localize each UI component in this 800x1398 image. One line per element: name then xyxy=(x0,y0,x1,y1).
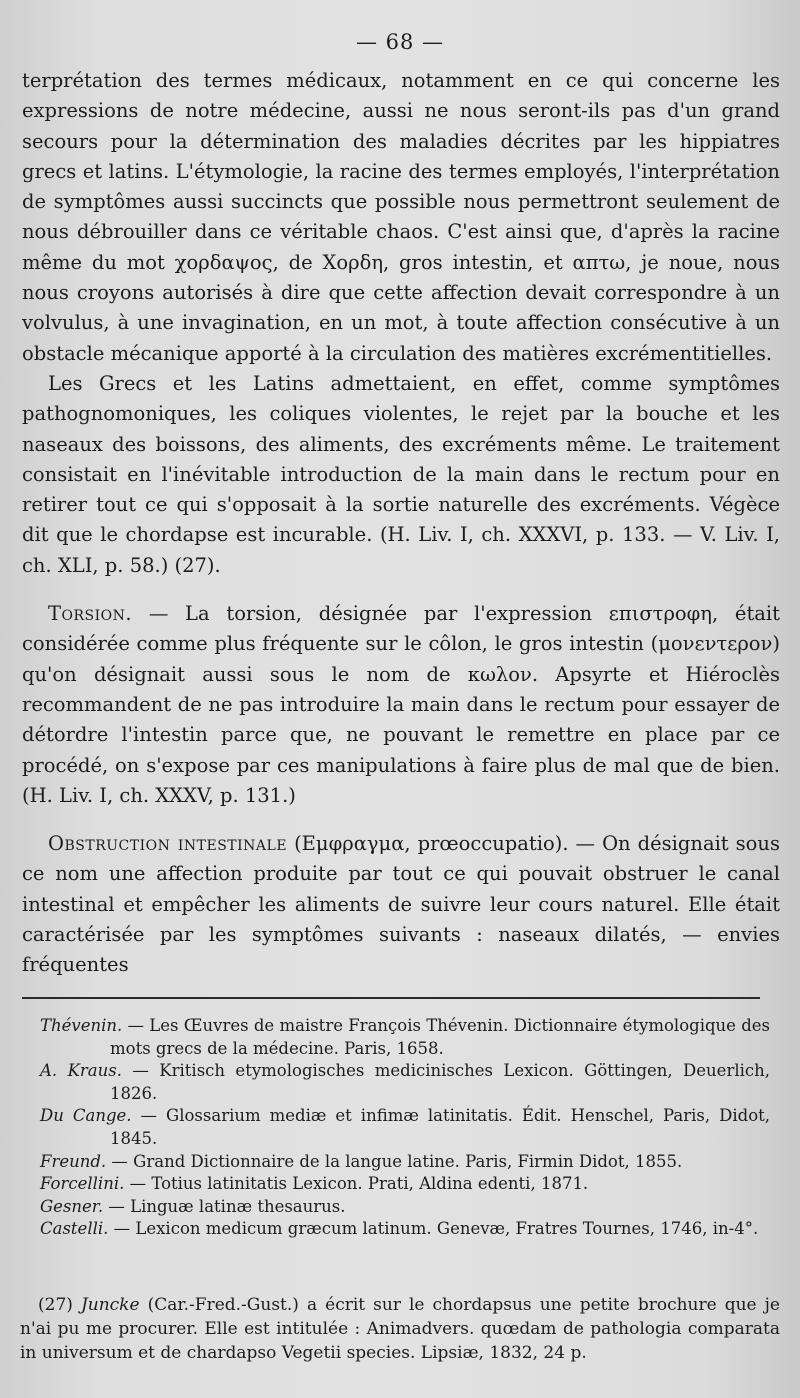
ref-text: — Grand Dictionnaire de la langue latine. Paris, Firmin Didot, 1855. xyxy=(106,1151,683,1171)
footnote-divider xyxy=(22,997,760,999)
obstruction-heading: Obstruction intestinale xyxy=(48,832,288,856)
main-text-block xyxy=(22,66,780,981)
paragraph-etymology: terprétation des termes médicaux, notamment en ce qui concerne les expressions de notre médecine, aussi ne nous seront-ils pas d'un grand secours pour la détermination des maladies décrites par les hippiatres grecs et latins. L'étymologie, la racine des termes employés, l'interprétation de symptômes aussi succincts que possible nous permettront seulement de nous débrouiller dans ce véritable chaos. C'est ainsi que, d'après la racine même du mot χορδαψος, de Χορδη, gros intestin, et απτω, je noue, nous nous croyons autorisés à dire que cette affection devait correspondre à un volvulus, à une invagination, en un mot, à toute affection consécutive à un obstacle mécanique apporté à la circulation des matières excrémentitielles. xyxy=(22,69,780,365)
ref-author: Freund. xyxy=(40,1151,107,1171)
torsion-heading: Torsion. xyxy=(48,602,133,626)
paragraph-torsion xyxy=(22,599,780,811)
page-number: — 68 — xyxy=(355,30,445,54)
ref-author: Forcellini. xyxy=(40,1174,125,1194)
ref-text: — Lexicon medicum græcum latinum. Genevæ, Fratres Tournes, 1746, in-4°. xyxy=(108,1219,759,1239)
bibliography-item xyxy=(40,1151,770,1174)
footnote-number: (27) xyxy=(38,1295,73,1315)
ref-author: Gesner. xyxy=(40,1196,104,1216)
torsion-text: — La torsion, désignée par l'expression επιστροφη, était considérée comme plus fréquente sur le côlon, le gros intestin (μονεντερον) qu'on désignait aussi sous le nom de κωλον. Apsyrte et Hiéroclès recommandent de ne pas introduire la main dans le rectum pour essayer de détordre l'intestin parce que, ne pouvant le remettre en place par ce procédé, on s'expose par ces manipulations à faire plus de mal que de bien. (H. Liv. I, ch. XXXV, p. 131.) xyxy=(22,602,780,807)
ref-text: — Totius latinitatis Lexicon. Prati, Aldina edenti, 1871. xyxy=(124,1174,589,1194)
bibliography-item xyxy=(40,1060,770,1105)
footnote-author: Juncke xyxy=(80,1295,140,1315)
ref-author: A. Kraus. xyxy=(40,1061,122,1081)
bibliography-item xyxy=(40,1015,770,1060)
ref-author: Du Cange. xyxy=(40,1106,132,1126)
ref-author: Castelli. xyxy=(40,1219,109,1239)
footnote-paragraph xyxy=(20,1293,780,1365)
footnote-27 xyxy=(20,1293,780,1365)
ref-text: — Linguæ latinæ thesaurus. xyxy=(103,1196,346,1216)
bibliography-item xyxy=(40,1196,770,1219)
ref-text: — Kritisch etymologisches medicinisches Lexicon. Göttingen, Deuerlich, 1826. xyxy=(110,1061,771,1103)
ref-author: Thévenin. xyxy=(40,1016,123,1035)
paragraph-symptoms: Les Grecs et les Latins admettaient, en effet, comme symptômes pathognomoniques, les coliques violentes, le rejet par la bouche et les naseaux des boissons, des aliments, des excréments même. Le traitement consistait en l'inévitable introduction de la main dans le rectum pour en retirer tout ce qui s'opposait à la sortie naturelle des excréments. Végèce dit que le chordapse est incurable. (H. Liv. I, ch. XXXVI, p. 133. — V. Liv. I, ch. XLI, p. 58.) (27). xyxy=(22,371,780,577)
paragraph-obstruction xyxy=(22,829,780,980)
footnote-text: (Car.-Fred.-Gust.) a écrit sur le chordapsus une petite brochure que je n'ai pu me procurer. Elle est intitulée : Animadvers. quœdam de pathologia comparata in universum et de chardapso Vegetii species. Lipsiæ, 1832, 24 p. xyxy=(20,1295,780,1363)
ref-text: — Glossarium mediæ et infimæ latinitatis. Édit. Henschel, Paris, Didot, 1845. xyxy=(110,1106,770,1148)
bibliography-item xyxy=(40,1105,770,1150)
bibliography-item xyxy=(40,1218,770,1241)
bibliography-list xyxy=(40,1015,770,1241)
ref-text: — Les Œuvres de maistre François Thévenin. Dictionnaire étymologique des mots grecs de la médecine. Paris, 1658. xyxy=(110,1016,770,1058)
obstruction-text: (Εμφραγμα, prœoccupatio). — On désignait sous ce nom une affection produite par tout ce qui pouvait obstruer le canal intestinal et empêcher les aliments de suivre leur cours naturel. Elle était caractérisée par les symptômes suivants : naseaux dilatés, — envies fréquentes xyxy=(22,832,780,977)
bibliography-item xyxy=(40,1173,770,1196)
